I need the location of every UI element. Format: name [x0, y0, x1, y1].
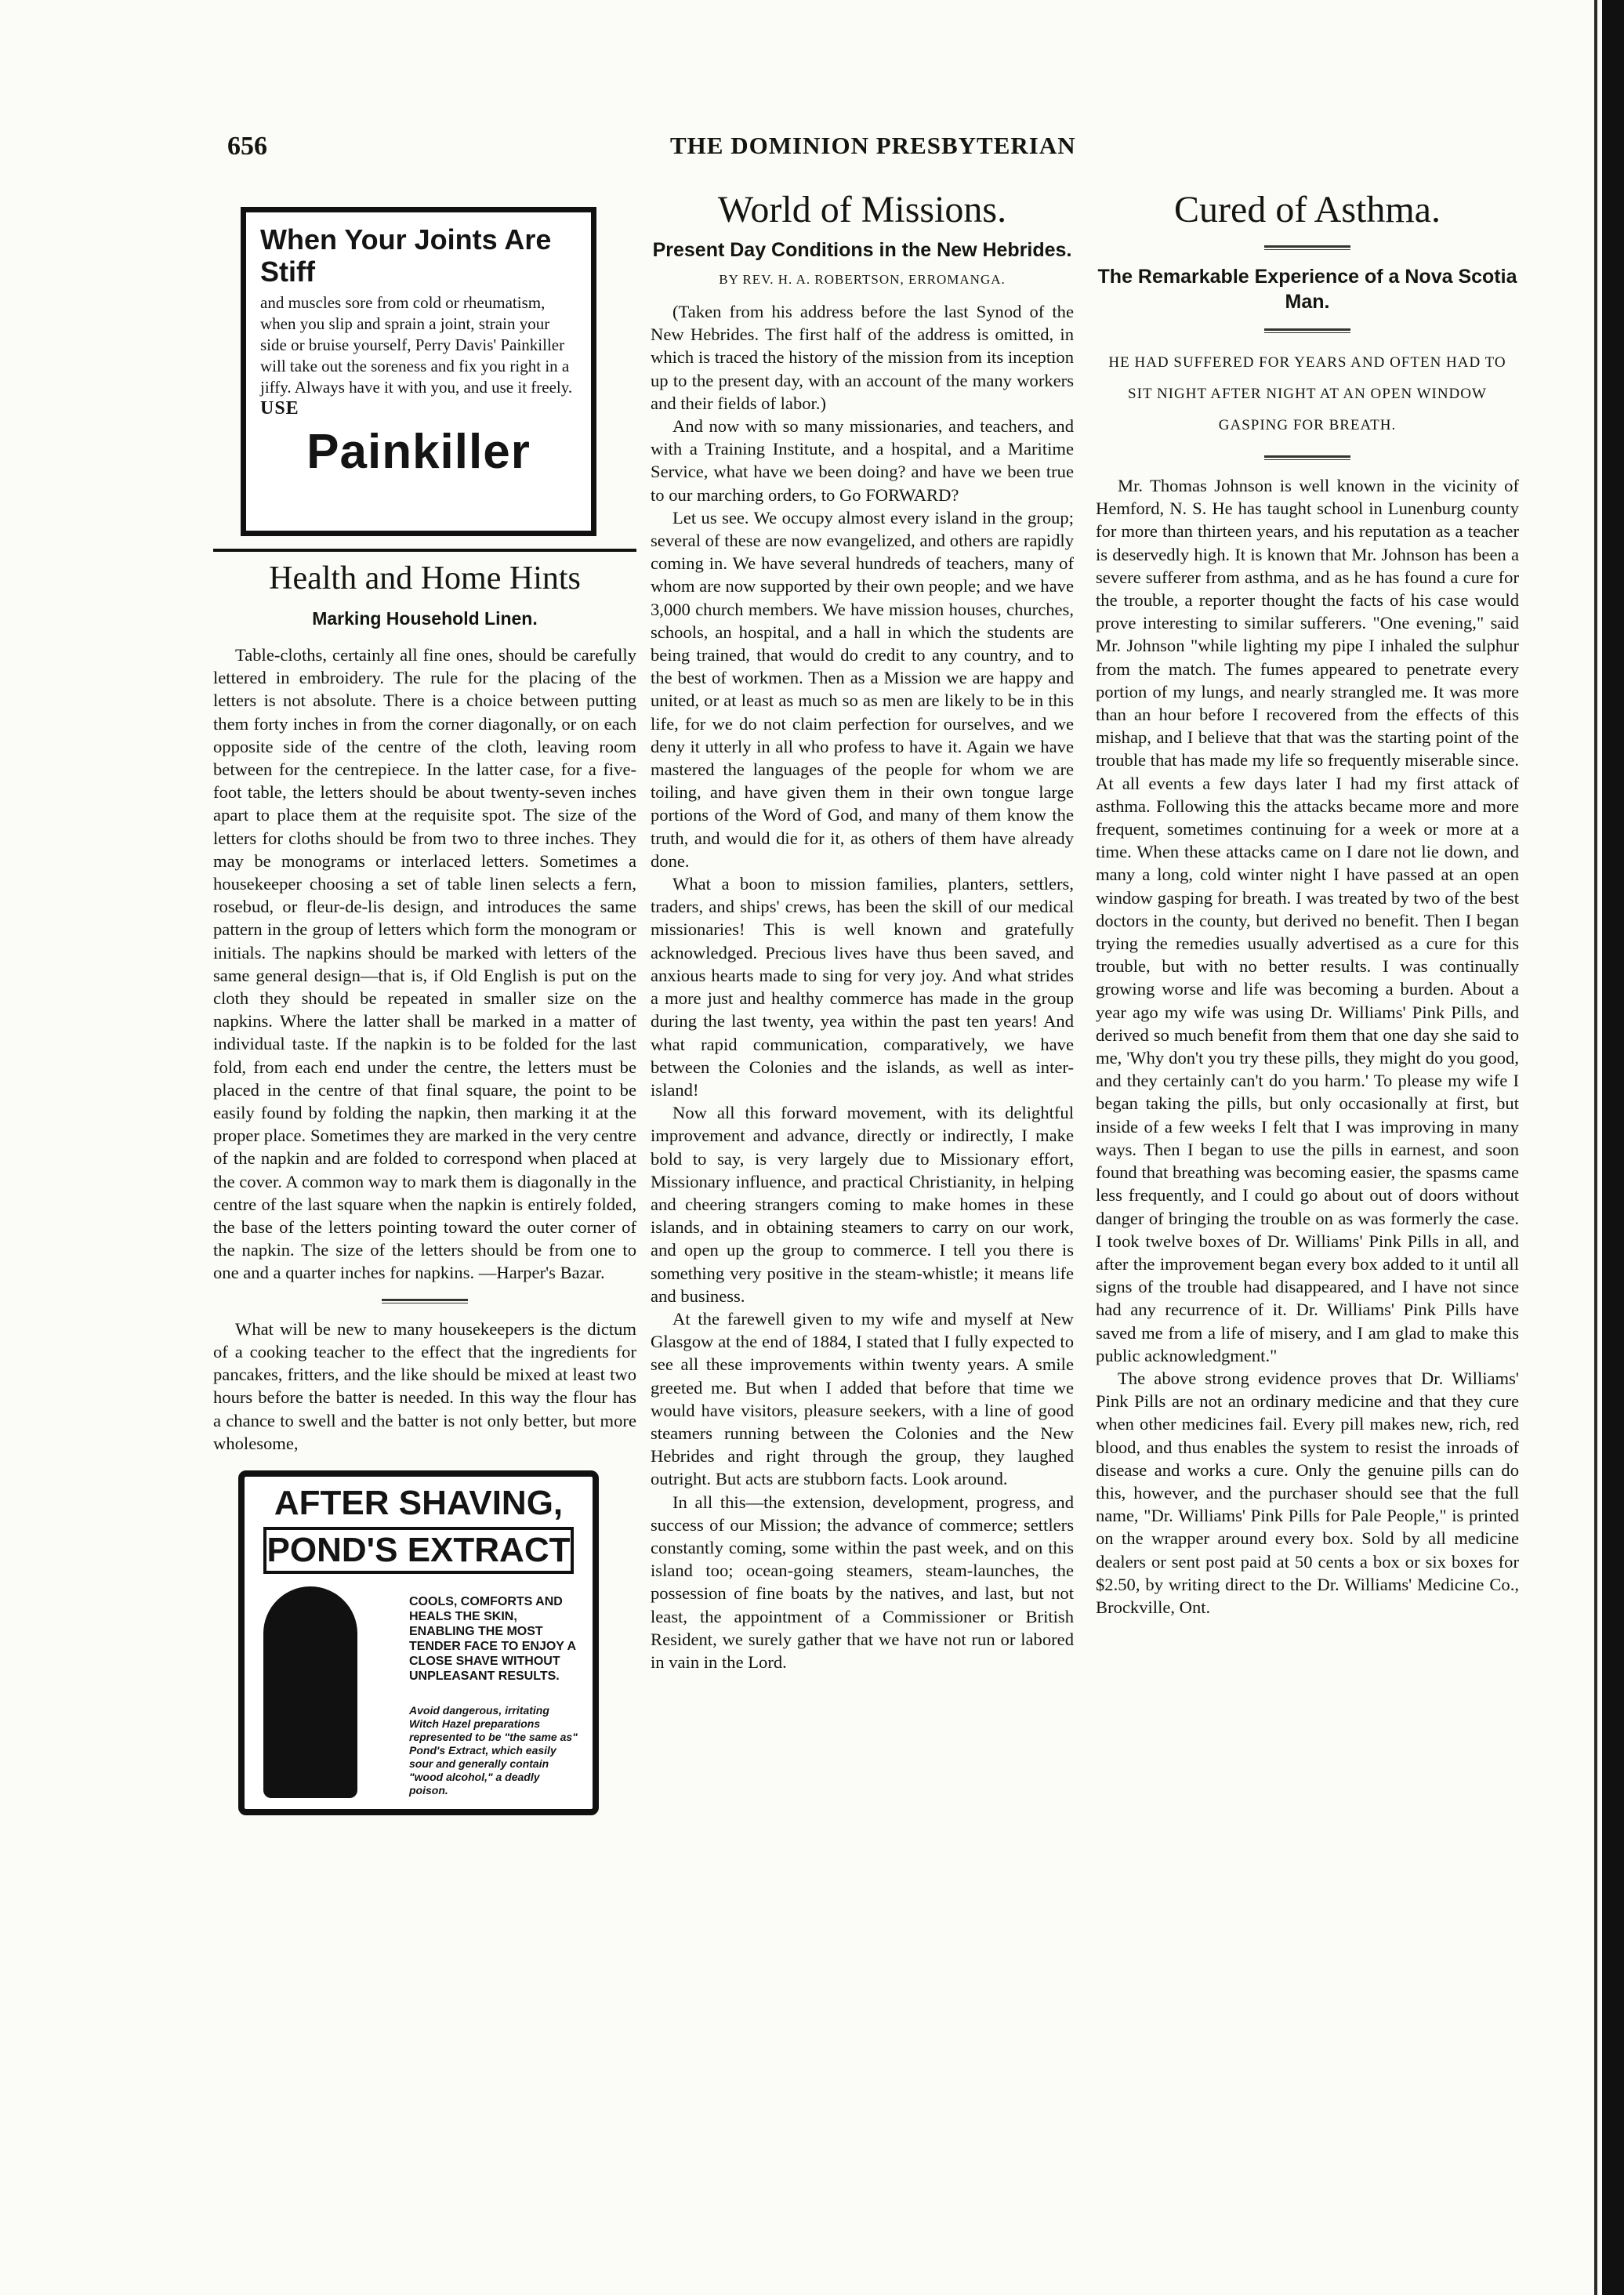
- ornament-divider: [1264, 455, 1350, 460]
- missions-paragraph: Now all this forward movement, with its delightful improvement and advance, directly or indirectly, I make bold to say, is very largely due to Missionary effort, Missionary influence, and practical Christianity, in helping and cheering strangers coming to make homes in these islands, and in obtaining steamers to carry on our work, and open up the group to commerce. I tell you there is something very positive in the steam-whistle; it means life and business.: [651, 1103, 1074, 1306]
- column-left: [213, 188, 636, 1815]
- column-right: [1096, 188, 1519, 1619]
- page-scan-edge: [1602, 0, 1624, 2295]
- page-number: 656: [227, 132, 267, 161]
- ponds-ad-line1: AFTER SHAVING,: [274, 1483, 564, 1522]
- man-silhouette-illustration: [263, 1586, 357, 1798]
- asthma-article-headline: The Remarkable Experience of a Nova Scotia Man.: [1097, 266, 1517, 313]
- ornament-divider: [382, 1299, 468, 1303]
- ornament-divider: [1264, 245, 1350, 250]
- missions-section-title: World of Missions.: [717, 189, 1007, 230]
- ponds-ad-warning: Avoid dangerous, irritating Witch Hazel preparations represented to be "the same as" Pond's Extract, which easily sour and generally contain "wood alcohol," a deadly poison.: [409, 1703, 578, 1796]
- ponds-ad-line2: POND'S EXTRACT: [263, 1527, 574, 1574]
- health-article-title: Marking Household Linen.: [312, 608, 538, 629]
- ornament-divider: [1264, 328, 1350, 333]
- missions-paragraph: At the farewell given to my wife and myself at New Glasgow at the end of 1884, I stated that I fully expected to see all these improvements within twenty years. A smile greeted me. But when I added that before that time we would have visitors, pleasure seekers, with a line of good steamers running between the Colonies and the New Hebrides and right through the group, they laughed outright. But acts are stubborn facts. Look around.: [651, 1308, 1074, 1489]
- page-scan-edge-line: [1594, 0, 1597, 2295]
- painkiller-logo: Painkiller: [306, 425, 531, 479]
- asthma-subheading: HE HAD SUFFERED FOR YEARS AND OFTEN HAD TO SIT NIGHT AFTER NIGHT AT AN OPEN WINDOW GASPING FOR BREATH.: [1108, 354, 1506, 433]
- painkiller-ad-text: and muscles sore from cold or rheumatism, when you slip and sprain a joint, strain your side or bruise yourself, Perry Davis' Painkiller will take out the soreness and fix you right in a jiffy. Always have it with you, and use it freely.: [260, 293, 573, 397]
- missions-article-headline: Present Day Conditions in the New Hebrides.: [652, 239, 1072, 261]
- pancake-note-text: What will be new to many housekeepers is the dictum of a cooking teacher to the effect that the ingredients for pancakes, fritters, and the like should be mixed at least two hours before the batter is needed. In this way the flour has a chance to swell and the batter is not only better, but more wholesome,: [213, 1318, 636, 1453]
- column-middle: [651, 188, 1074, 1673]
- painkiller-ad-headline: When Your Joints Are Stiff: [260, 223, 552, 288]
- missions-paragraph: Let us see. We occupy almost every island in the group; several of these are now evangelized, and others are rapidly coming in. We have several hundreds of teachers, many of whom are now supported by their own people; and we have 3,000 church members. We have mission houses, churches, schools, an hospital, and a hall in which the students are being trained, that would do credit to any country, and to the best of workmen. Then as a Mission we are happy and united, or at least as much so as men are likely to be in this life, for we do not claim perfection for ourselves, and we deny it utterly in all who profess to have it. Again we have mastered the languages of the people for whom we are toiling, and have given them in their own tongue large portions of the Word of God, and many of them know the truth, and would die for it, as others of them have already done.: [651, 507, 1074, 871]
- missions-paragraph: (Taken from his address before the last Synod of the New Hebrides. The first half of the address is omitted, in which is traced the history of the mission from its inception up to the present day, with an account of the many workers and their fields of labor.): [651, 302, 1074, 413]
- health-section-title: Health and Home Hints: [269, 560, 581, 596]
- ponds-extract-ad: [238, 1470, 599, 1815]
- health-article-text: Table-cloths, certainly all fine ones, should be carefully lettered in embroidery. The rule for the placing of the letters is not absolute. There is a choice between putting them forty inches in from the corner diagonally, or on each opposite side of the centre of the cloth, leaving room between for the centrepiece. In the latter case, for a five-foot table, the letters should be about twenty-seven inches apart to place them at the requisite spot. The size of the letters for cloths should be from two to three inches. They may be monograms or interlaced letters. Sometimes a housekeeper choosing a set of table linen selects a fern, rosebud, or fleur-de-lis design, and introduces the same pattern in the group of letters which form the monogram or initials. The napkins should be marked with letters of the same general design—that is, if Old English is put on the cloth they should be repeated in smaller size on the napkins. Where the latter shall be marked in a matter of individual taste. If the napkin is to be folded for the last fold, from each end under the centre, the letters must be placed in the centre of that final square, the point to be easily found by folding the napkin, then marking it at the proper place. Sometimes they are marked in the very centre of the napkin and are folded to correspond when placed at the cover. A common way to mark them is diagonally in the centre of the last square when the napkin is entirely folded, the base of the letters pointing toward the outer corner of the napkin. The size of the letters should be from one to one and a quarter inches for napkins. —Harper's Bazar.: [213, 645, 636, 1283]
- missions-byline: BY REV. H. A. ROBERTSON, ERROMANGA.: [719, 272, 1006, 287]
- missions-paragraph: And now with so many missionaries, and teachers, and with a Training Institute, and a hospital, and a Maritime Service, what have we been doing? and have we been true to our marching orders, to Go FORWARD?: [651, 416, 1074, 505]
- running-head: THE DOMINION PRESBYTERIAN: [670, 132, 1076, 159]
- painkiller-ad-use: USE: [260, 398, 299, 419]
- missions-paragraph: In all this—the extension, development, progress, and success of our Mission; the advance of commerce; settlers constantly coming, some within the past week, and on this island too; ocean-going steamers, steam-launches, the possession of fine boats by the natives, and last, but not least, the appointment of a Commissioner or British Resident, we surely gather that we have not run or labored in vain in the Lord.: [651, 1492, 1074, 1672]
- missions-paragraph: What a boon to mission families, planters, settlers, traders, and ships' crews, has been the skill of our medical missionaries! This is well known and gratefully acknowledged. Precious lives have thus been saved, and anxious hearts made to sing for very joy. And what strides a more just and healthy commerce has made in the group during the last twenty, yea within the past ten years! And what rapid communication, comparatively, we have between the Colonies and the islands, as well as inter-island!: [651, 874, 1074, 1100]
- section-rule: [213, 549, 636, 552]
- ponds-ad-claim: COOLS, COMFORTS AND HEALS THE SKIN, ENABLING THE MOST TENDER FACE TO ENJOY A CLOSE SHAVE WITHOUT UNPLEASANT RESULTS.: [409, 1594, 576, 1683]
- painkiller-ad: [241, 207, 596, 536]
- painkiller-ad-body: [260, 292, 577, 419]
- asthma-paragraph: Mr. Thomas Johnson is well known in the vicinity of Hemford, N. S. He has taught school in Lunenburg county for more than thirteen years, and his reputation as a teacher is deservedly high. It is known that Mr. Johnson has been a severe sufferer from asthma, and as he has found a cure for the trouble, a reporter thought the facts of his case would prove interesting to similar sufferers. "One evening," said Mr. Johnson "while lighting my pipe I inhaled the sulphur from the match. The fumes appeared to penetrate every portion of my lungs, and nearly strangled me. It was more than an hour before I recovered from the effects of this mishap, and I believe that that was the starting point of the trouble that has made my life so frequently miserable since. At all events a few days later I had my first attack of asthma. Following this the attacks became more and more frequent, sometimes continuing for a week or more at a time. When these attacks came on I dare not lie down, and many a long, cold winter night I have passed at an open window gasping for breath. I was treated by two of the best doctors in the county, but derived no benefit. Then I began trying the remedies usually advertised as a cure for this trouble, but with no better results. I was continually growing worse and life was becoming a burden. About a year ago my wife was using Dr. Williams' Pink Pills, and derived so much benefit from them that one day she said to me, 'Why don't you try these pills, they might do you good, and they certainly can't do you harm.' To please my wife I began taking the pills, but only occasionally at first, but inside of a few weeks I felt that I was improving in many ways. Then I began to use the pills in earnest, and soon found that breathing was becoming easier, the spasms came less frequently, and I could go about out of doors without danger of bringing the trouble on as was formerly the case. I took twelve boxes of Dr. Williams' Pink Pills in all, and after the improvement began every box added to it until all signs of the trouble had disappeared, and I have not since had any recurrence of it. Dr. Williams' Pink Pills have saved me from a life of misery, and I am glad to make this public acknowledgment.": [1096, 476, 1519, 1365]
- asthma-paragraph: The above strong evidence proves that Dr. Williams' Pink Pills are not an ordinary medicine and that they cure when other medicines fail. Every pill makes new, rich, red blood, and thus enables the system to resist the inroads of disease and works a cure. Only the genuine pills can do this, however, and the purchaser should see that the full name, "Dr. Williams' Pink Pills for Pale People," is printed on the wrapper around every box. Sold by all medicine dealers or sent post paid at 50 cents a box or six boxes for $2.50, by writing direct to the Dr. Williams' Medicine Co., Brockville, Ont.: [1096, 1368, 1519, 1617]
- asthma-article-title: Cured of Asthma.: [1174, 189, 1441, 230]
